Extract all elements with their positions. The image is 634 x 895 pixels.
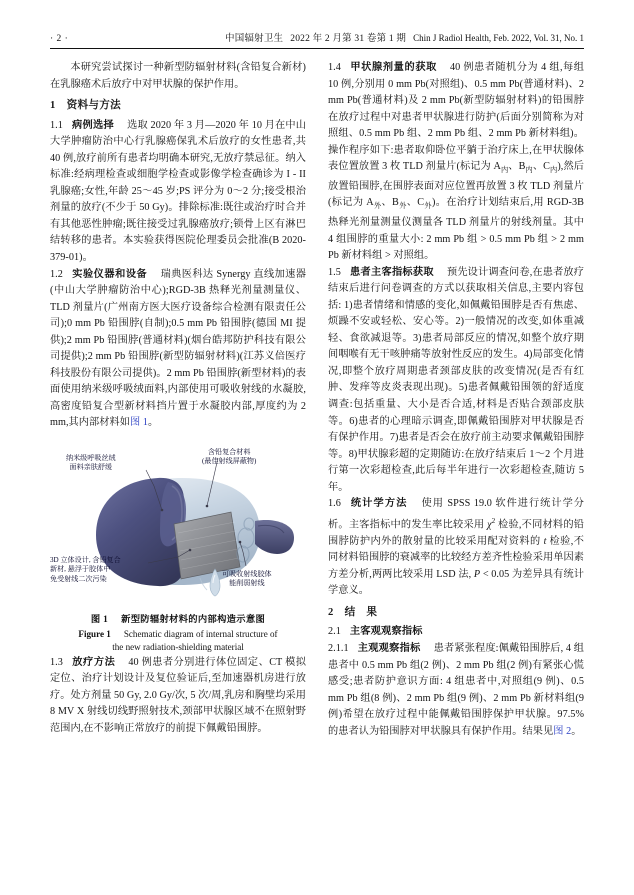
figure-label-lead-line1: 含铅复合材料 xyxy=(207,447,251,456)
figure-label-design xyxy=(50,556,121,584)
subsection-1-3-title: 放疗方法 xyxy=(71,656,116,668)
header-rule xyxy=(50,48,584,49)
subsection-2-1-1-body: 患者紧张程度:佩戴铅围脖后, 4 组患者中 0.5 mm Pb 组(2 例)、2 mm Pb 组(2 例)有紧张心慌感受;患者防护意识方面: 4 组患者中,对照组(9 例)、0.5 mm Pb 组(8 例)、2 mm Pb 组(9 例)、2 mm Pb 新材料组(9 例)希望在放疗过程中能佩戴铅围脖保护甲状腺。97.5% 的患者认为铅围脖对甲状腺具有保护作用。结果见 xyxy=(328,643,584,737)
figure-1-caption xyxy=(50,614,306,655)
p-value-symbol: P xyxy=(473,568,481,580)
subsection-1-2 xyxy=(50,267,306,432)
figure-1-caption-en-label: Figure 1 xyxy=(78,628,111,639)
figure-1 xyxy=(50,438,306,655)
figure-label-fabric-line2: 面料亲肤舒缓 xyxy=(69,463,113,472)
subsection-1-5-title: 患者主客指标获取 xyxy=(349,266,434,278)
t-test-symbol: t xyxy=(543,535,547,547)
subsection-1-4-body-6: 、C xyxy=(406,197,425,209)
subsection-1-4-body-3: 、C xyxy=(532,161,550,173)
subsection-1-5-number: 1.5 xyxy=(328,266,341,278)
tld-marker-outer-a: 外 xyxy=(373,202,382,211)
figure-2-crossref[interactable]: 图 2 xyxy=(553,725,572,737)
section-2-number: 2 xyxy=(328,606,334,618)
subsection-1-5-body: 预先设计调查问卷,在患者放疗结束后进行问卷调查的方式以获取相关信息,主要内容包括: 1)患者情绪和情感的变化,如佩戴铅围脖是否有焦虑、烦躁不安或轻松、安心等。2)一般情况的改变,如体重减轻、食欲减退等。3)患者局部反应的情况,如整个放疗期间咽喉有无干咳肿痛等放射性反应的发生。4)局部变化情况,即整个放疗周期患者颈部皮肤的改变情况(是否有红肿、发痒等皮炎表现出现)。5)患者佩戴铅围领的舒适度调查:包括重量、大小是否合适,材料是否贴合颈部皮肤等。6)患者的心理暗示调查,即佩戴铅围脖对甲状腺是否有保护作用。7)患者是否会在放疗前主动要求佩戴铅围脖等。8)甲状腺彩超的定期随访:在放疗结束后 1～2 个月进行第一次彩超检查,此后每半年进行一次彩超检查,随访 5 年。 xyxy=(328,266,584,493)
subsection-1-1 xyxy=(50,118,306,267)
subsection-1-1-title: 病例选择 xyxy=(71,119,115,131)
chi-square-symbol: χ xyxy=(487,519,492,531)
subsection-1-1-number: 1.1 xyxy=(50,119,63,131)
section-heading-1 xyxy=(50,98,306,115)
figure-1-caption-zh xyxy=(50,614,306,628)
running-head-center xyxy=(225,30,584,44)
subsection-1-5 xyxy=(328,265,584,497)
subsection-1-2-body: 瑞典医科达 Synergy 直线加速器(中山大学肿瘤防治中心);RGD-3B 热释光剂量测量仪、TLD 剂量片(广州南方医大医疗设备综合检测有限责任公司);0 mm Pb 铅围脖(自制);0.5 mm Pb 铅围脖(德国 MI 提供);2 mm Pb 铅围脖(普通材料)(烟台皓邦防护科技有限公司提供);2 mm Pb 铅围脖(新型防辐射材料)(江苏义倍医疗科技股份有限公司提供)。2 mm Pb 铅围脖(新型材料)的表面使用纳米级呼吸绒面料,内部使用可吸收射线的水凝胶,高密度铅复合型新材料挡片置于水凝胶内部,厚度约为 2 mm,其内部材料如 xyxy=(50,268,306,429)
right-column xyxy=(328,60,584,740)
subsection-1-4-body-2: 、B xyxy=(508,161,526,173)
subsection-1-6-number: 1.6 xyxy=(328,498,341,510)
subsection-1-4-title: 甲状腺剂量的获取 xyxy=(349,62,437,73)
subsection-1-3 xyxy=(50,655,306,738)
subsection-2-1-1-number: 2.1.1 xyxy=(328,643,349,654)
figure-1-caption-en-line1: Schematic diagram of internal structure of xyxy=(123,628,278,639)
subsection-1-6-body-1: 使用 SPSS 19.0 软件进行统计学分析。主客指标中的发生率比较采用 xyxy=(328,498,584,531)
figure-label-lead xyxy=(202,448,256,467)
figure-label-design-line3: 免受射线二次污染 xyxy=(50,574,107,583)
figure-1-caption-en-line2: the new radiation-shielding material xyxy=(112,642,244,653)
subsection-1-4-body-1: 40 例患者随机分为 4 组,每组 10 例,分别用 0 mm Pb(对照组)、0.5 mm Pb(普通材料)、2 mm Pb(普通材料)及 2 mm Pb(新型防辐射材料)的铅围脖在放疗过程中对患者甲状腺进行防护(后面分别简称为对照组、0.5 mm Pb 组、2 mm Pb 组、2 mm Pb 新材料组)。操作程序如下:患者取仰卧位平躺于治疗床上,在甲状腺体表位置放置 3 枚 TLD 剂量片(标记为 A xyxy=(328,62,584,173)
figure-label-lead-line2: (最佳射线屏蔽物) xyxy=(202,457,257,466)
subsection-1-3-number: 1.3 xyxy=(50,656,63,668)
section-1-number: 1 xyxy=(50,100,56,112)
running-head xyxy=(50,30,584,47)
subsection-1-6-title: 统计学方法 xyxy=(349,498,408,510)
issue-zh: 2022 年 2 月第 31 卷第 1 期 xyxy=(290,34,407,44)
subsection-1-6-body-3: 检验,不同材料铅围脖的衰减率的比较经方差齐性检验采用单因素方差分析,两两比较采用 LSD 法, xyxy=(328,535,584,580)
tld-marker-inner-c: 内 xyxy=(549,166,558,175)
subsection-2-1-1-body-tail: 。 xyxy=(571,725,582,737)
figure-label-gel-line2: 能削弱射线 xyxy=(229,579,265,588)
figure-label-design-line1: 3D 立体设计, 含铅复合 xyxy=(50,555,121,564)
page-folio: · 2 · xyxy=(50,34,69,44)
subsection-1-2-number: 1.2 xyxy=(50,268,63,280)
figure-label-design-line2: 新材, 悬浮于胶体中 xyxy=(50,565,111,574)
subsection-1-4-number: 1.4 xyxy=(328,62,341,73)
figure-label-gel-line1: 可吸收射线胶体 xyxy=(222,569,272,578)
body-columns xyxy=(50,60,584,890)
subsection-2-1-title: 主客观观察指标 xyxy=(349,626,423,638)
figure-label-fabric-line1: 纳米级呼吸丝绒 xyxy=(66,453,116,462)
figure-1-caption-zh-label: 图 1 xyxy=(90,614,109,625)
subsection-1-4-body-7: )。在治疗计划结束后,用 RGD-3B 热释光剂量测量仪测量各 TLD 剂量片的射线剂量。其中 4 组围脖的重量大小: 2 mm Pb 组 > 0.5 mm Pb 组 > 2 mm Pb 新材料组 > 对照组。 xyxy=(328,197,584,262)
chi-square-exponent: 2 xyxy=(491,516,496,525)
subsection-2-1-1 xyxy=(328,641,584,740)
subsection-1-4-body-4: ),然后放置铅围脖,在围脖表面对应位置再放置 3 枚 TLD 剂量片(标记为 A xyxy=(328,161,584,209)
tld-marker-outer-b: 外 xyxy=(398,202,407,211)
journal-title-en: Chin J Radiol Health, Feb. 2022, Vol. 31, No. 1 xyxy=(413,33,584,43)
tld-marker-inner-b: 内 xyxy=(525,166,533,175)
subsection-2-1-1-title: 主观观察指标 xyxy=(357,643,421,654)
subsection-2-1-number: 2.1 xyxy=(328,626,341,638)
tld-marker-outer-c: 外 xyxy=(424,202,432,211)
subsection-1-4 xyxy=(328,60,584,265)
journal-title-zh: 中国辐射卫生 xyxy=(225,34,284,44)
section-heading-2 xyxy=(328,605,584,622)
figure-label-gel xyxy=(222,570,272,589)
subsection-1-3-body: 40 例患者分别进行体位固定、CT 模拟定位、治疗计划设计及复位验证后,至加速器机房进行放疗。处方剂量 50 Gy, 2.0 Gy/次, 5 次/周,乳房和胸壁均采用 8 MV X 射线切线野照射技术,颈部甲状腺区域不在照射野范围内,在不影响正常放疗的前提下佩戴铅围脖。 xyxy=(50,656,306,734)
lead-composite-plate xyxy=(174,512,240,579)
tld-marker-inner-a: 内 xyxy=(500,166,509,175)
figure-label-fabric xyxy=(66,454,116,473)
subsection-1-6-body-2: 检验,不同材料的铅围脖防护内外的散射量的比较采用配对资料的 xyxy=(328,519,584,547)
figure-1-image xyxy=(50,438,306,610)
subsection-1-2-title: 实验仪器和设备 xyxy=(71,268,148,280)
section-2-title: 结 果 xyxy=(344,606,378,618)
subsection-1-6 xyxy=(328,496,584,600)
subsection-2-1 xyxy=(328,624,584,641)
figure-1-caption-en xyxy=(50,628,306,642)
subsection-1-2-body-tail: 。 xyxy=(147,417,159,429)
left-column xyxy=(50,60,306,738)
figure-1-crossref[interactable]: 图 1 xyxy=(129,417,148,429)
figure-1-caption-en-2 xyxy=(50,641,306,655)
subsection-1-6-body-4: < 0.05 为差异具有统计学意义。 xyxy=(328,568,584,597)
subsection-1-4-body-5: 、B xyxy=(381,197,399,209)
section-1-title: 资料与方法 xyxy=(66,100,122,112)
intro-paragraph: 本研究尝试探讨一种新型防辐射材料(含铅复合新材)在乳腺癌术后放疗中对甲状腺的保护作用。 xyxy=(50,62,306,90)
subsection-1-1-body: 选取 2020 年 3 月—2020 年 10 月在中山大学肿瘤防治中心行乳腺癌保乳术后放疗的女性患者,共 40 例,放疗前所有患者均明确本研究,无放疗禁忌征。纳入标准:经病理检查或细胞学检查或影像学检查确诊为 I - II 乳腺癌;女性,年龄 25～45 岁;PS 评分为 0～2 分;接受根治剂量的放疗(不少于 50 Gy)。排除标准:既往或治疗时合并有其他恶性肿瘤;既往接受过乳腺癌放疗;锁骨上区有淋巴结转移的患者。本实验获得医院伦理委员会批准(B 2020-379-01)。 xyxy=(50,119,306,263)
figure-1-caption-zh-text: 新型防辐射材料的内部构造示意图 xyxy=(121,614,266,625)
